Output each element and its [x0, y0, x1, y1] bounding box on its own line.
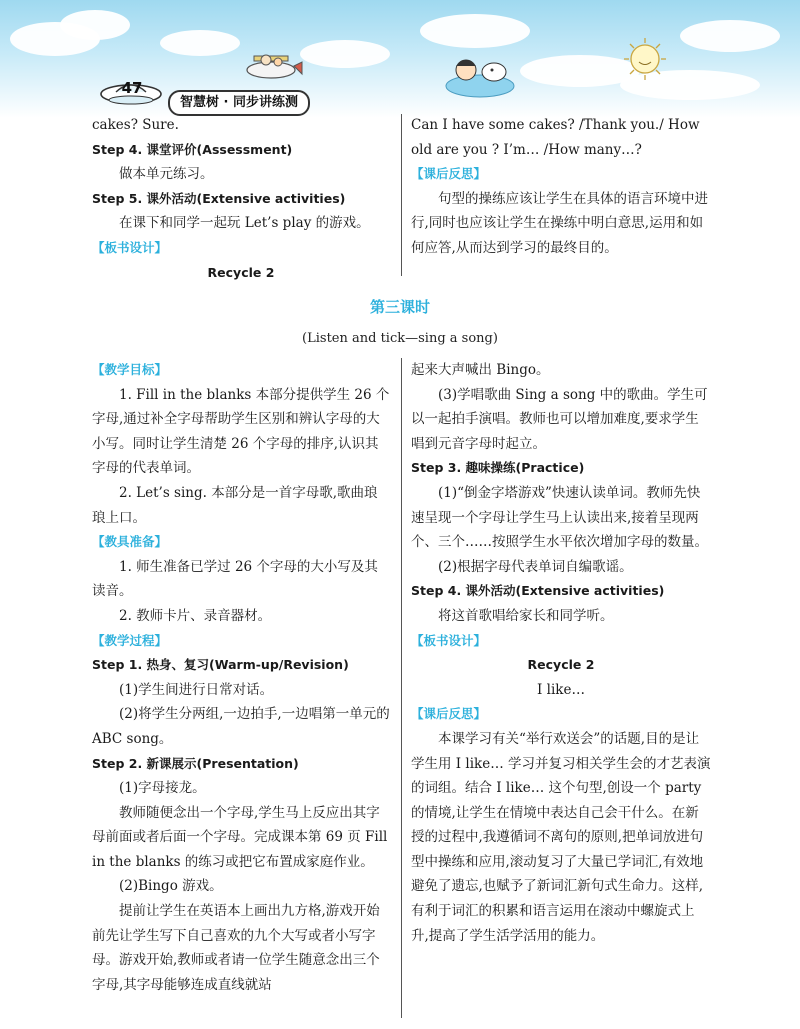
section-tag: 【教具准备】 — [92, 534, 168, 550]
series-title: 智慧树 · 同步讲练测 — [168, 90, 310, 116]
step-heading: Step 3. 趣味操练(Practice) — [411, 460, 585, 476]
bottom-right-column — [411, 358, 711, 948]
paragraph: 在课下和同学一起玩 Let’s play 的游戏。 — [119, 215, 370, 232]
paragraph: cakes? Sure. — [92, 117, 179, 133]
lesson-title: 第三课时 — [369, 298, 430, 316]
column-divider — [401, 114, 402, 276]
paragraph: 本课学习有关“举行欢送会”的话题,目的是让学生用 I like… 学习并复习相关学生会的才艺表演的词组。结合 I like… 这个句型,创设一个 party 的情境,让学生在情境中表达自己会干什么。在新授的过程中,我遵循词不离句的原则,把单词放进句型中操练和应用,滚动复习了大量已学词汇,有效地避免了遗忘,也赋予了新词汇新句式生命力。这样,有利于词汇的积累和语言运用在滚动中螺旋式上升,提高了学生活学活用的能力。 — [411, 730, 711, 944]
section-tag: 【板书设计】 — [92, 239, 168, 255]
column-divider — [401, 358, 402, 1018]
board-title: Recycle 2 — [527, 657, 595, 673]
paragraph: 教师随便念出一个字母,学生马上反应出其字母前面或者后面一个字母。完成课本第 69 页 Fill in the blanks 的练习或把它布置成家庭作业。 — [92, 804, 388, 870]
section-tag: 【课后反思】 — [411, 706, 487, 722]
step-heading: Step 2. 新课展示(Presentation) — [92, 755, 299, 771]
step-heading: Step 5. 课外活动(Extensive activities) — [92, 190, 346, 206]
cloud-decoration — [420, 14, 530, 48]
step-heading: Step 1. 热身、复习(Warm-up/Revision) — [92, 657, 349, 673]
top-left-column — [92, 113, 390, 285]
step-heading: Step 4. 课堂评价(Assessment) — [92, 141, 293, 157]
paragraph: 1. 师生准备已学过 26 个字母的大小写及其读音。 — [92, 558, 378, 600]
cloud-decoration — [60, 10, 130, 40]
step-heading: Step 4. 课外活动(Extensive activities) — [411, 583, 665, 599]
section-tag: 【教学过程】 — [92, 632, 168, 648]
paragraph: (2)将学生分两组,一边拍手,一边唱第一单元的 ABC song。 — [92, 706, 390, 747]
bottom-left-column — [92, 358, 390, 997]
sun-illustration — [622, 36, 668, 82]
paragraph: (1)“倒金字塔游戏”快速认读单词。教师先快速呈现一个字母让学生马上认读出来,接着呈现两个、三个……按照学生水平依次增加字母的数量。 — [411, 484, 708, 551]
paragraph: (2)Bingo 游戏。 — [119, 878, 223, 895]
paragraph: 句型的操练应该让学生在具体的语言环境中进行,同时也应该让学生在操练中明白意思,运用和如何应答,从而达到学习的最终目的。 — [411, 190, 708, 256]
paragraph: (3)学唱歌曲 Sing a song 中的歌曲。学生可以一起拍手演唱。教师也可以增加难度,要求学生唱到元音字母时起立。 — [411, 386, 708, 452]
paragraph: 1. Fill in the blanks 本部分提供学生 26 个字母,通过补全字母帮助学生区别和辨认字母的大小写。同时让学生清楚 26 个字母的排序,认识其字母的代表单词。 — [92, 386, 390, 477]
airplane-illustration — [236, 42, 306, 86]
section-tag: 【板书设计】 — [411, 632, 487, 648]
paragraph: Can I have some cakes? /Thank you./ How old are you ? I’m… /How many…? — [411, 117, 700, 158]
lesson-subtitle: (Listen and tick—sing a song) — [302, 331, 498, 346]
paragraph: (1)字母接龙。 — [119, 780, 206, 797]
top-right-column — [411, 113, 711, 261]
cloud-decoration — [680, 20, 780, 52]
paragraph: 将这首歌唱给家长和同学听。 — [438, 607, 614, 624]
paragraph: 2. Let’s sing. 本部分是一首字母歌,歌曲琅琅上口。 — [92, 484, 378, 526]
cloud-decoration — [300, 40, 390, 68]
board-title: Recycle 2 — [207, 264, 275, 280]
paragraph: 提前让学生在英语本上画出九方格,游戏开始前先让学生写下自己喜欢的九个大写或者小写字母。游戏开始,教师或者请一位学生随意念出三个字母,其字母能够连成直线就站 — [92, 903, 380, 993]
board-line: I like… — [537, 681, 585, 698]
section-tag: 【课后反思】 — [411, 166, 487, 182]
page-number: 47 — [121, 79, 143, 97]
paragraph: 起来大声喊出 Bingo。 — [411, 362, 550, 378]
paragraph: (1)学生间进行日常对话。 — [119, 681, 274, 698]
paragraph: (2)根据字母代表单词自编歌谣。 — [438, 558, 633, 575]
paragraph: 做本单元练习。 — [119, 166, 214, 183]
cloud-decoration — [160, 30, 240, 56]
section-tag: 【教学目标】 — [92, 362, 168, 377]
paragraph: 2. 教师卡片、录音器材。 — [119, 607, 272, 624]
child-on-cloud-illustration — [440, 50, 520, 100]
